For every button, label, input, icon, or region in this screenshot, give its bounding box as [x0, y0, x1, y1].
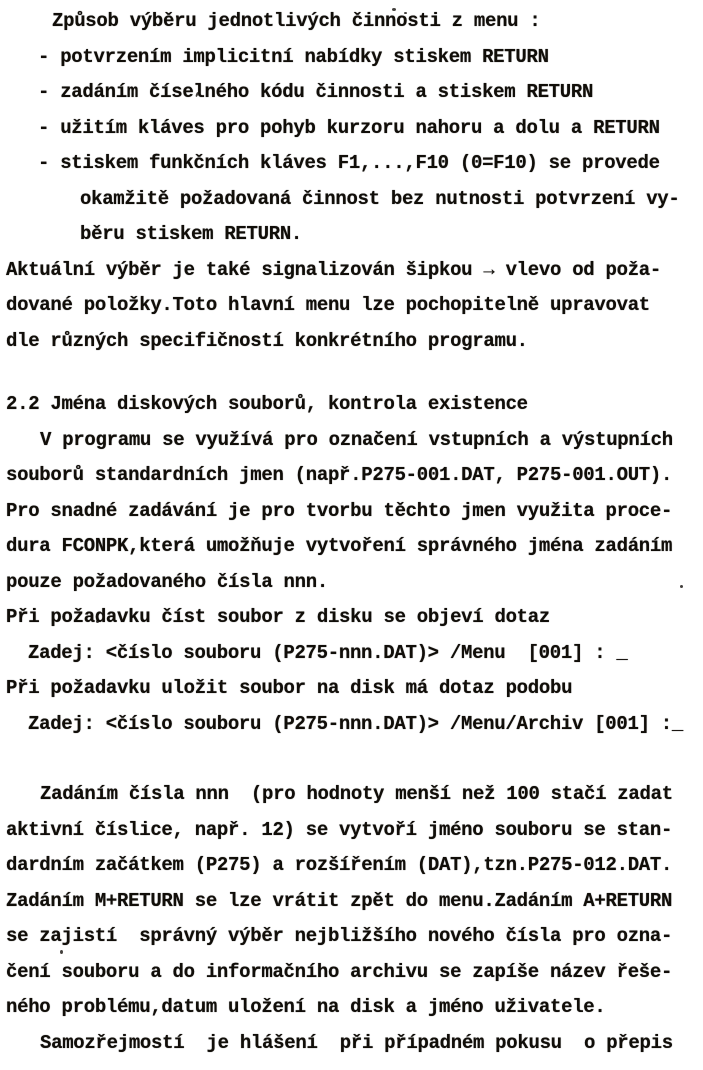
bullet-item: - stiskem funkčních kláves F1,...,F10 (0=F10) se provede [38, 152, 660, 174]
paragraph-line: Samozřejmostí je hlášení při případném pokusu o přepis [40, 1031, 673, 1054]
bullet-item-wrap: běru stiskem RETURN. [80, 223, 303, 245]
paragraph-line: dura FCONPK,která umožňuje vytvoření správného jména zadáním [6, 535, 673, 557]
paragraph-line: ného problému,datum uložení na disk a jméno uživatele. [6, 996, 606, 1018]
paragraph-line: čení souboru a do informačního archivu se zapíše název řeše- [6, 960, 673, 983]
intro-line: Způsob výběru jednotlivých činnosti z menu : [52, 10, 541, 32]
paragraph-line: dle různých specifičností konkrétního programu. [6, 329, 528, 352]
paragraph-line: Při požadavku uložit soubor na disk má dotaz podobu [6, 677, 573, 699]
paragraph-line: souborů standardních jmen (např.P275-001.DAT, P275-001.OUT). [6, 464, 673, 486]
paragraph-line: V programu se využívá pro označení vstupních a výstupních [40, 428, 673, 451]
bullet-item-wrap: okamžitě požadovaná činnost bez nutnosti potvrzení vy- [80, 187, 680, 210]
document-text [0, 4, 703, 1061]
paragraph-line: Aktuální výběr je také signalizován šipkou → vlevo od poža- [6, 258, 662, 281]
section-heading: 2.2 Jména diskových souborů, kontrola existence [6, 393, 528, 415]
bullet-item: - užitím kláves pro pohyb kurzoru nahoru a dolu a RETURN [38, 116, 660, 139]
paragraph-line: aktivní číslice, např. 12) se vytvoří jméno souboru se stan- [6, 818, 673, 841]
prompt-example: Zadej: <číslo souboru (P275-nnn.DAT)> /Menu/Archiv [001] :_ [28, 712, 684, 735]
paragraph-line: Zadáním M+RETURN se lze vrátit zpět do menu.Zadáním A+RETURN [6, 889, 673, 912]
paragraph-line: Při požadavku číst soubor z disku se objeví dotaz [6, 606, 550, 628]
bullet-item: - potvrzením implicitní nabídky stiskem RETURN [38, 45, 549, 68]
prompt-example: Zadej: <číslo souboru (P275-nnn.DAT)> /Menu [001] : _ [28, 641, 628, 664]
paragraph-line: dované položky.Toto hlavní menu lze pochopitelně upravovat [6, 294, 650, 316]
bullet-item: - zadáním číselného kódu činnosti a stiskem RETURN [38, 81, 594, 103]
paragraph-line: dardním začátkem (P275) a rozšířením (DAT),tzn.P275-012.DAT. [6, 854, 673, 876]
paragraph-line: pouze požadovaného čísla nnn. [6, 570, 328, 593]
paragraph-line: Pro snadné zadávání je pro tvorbu těchto jmen využita proce- [6, 499, 673, 522]
paragraph-line: se zajistí správný výběr nejbližšího nového čísla pro ozna- [6, 925, 673, 947]
paragraph-line: Zadáním čísla nnn (pro hodnoty menší než 100 stačí zadat [40, 783, 673, 805]
